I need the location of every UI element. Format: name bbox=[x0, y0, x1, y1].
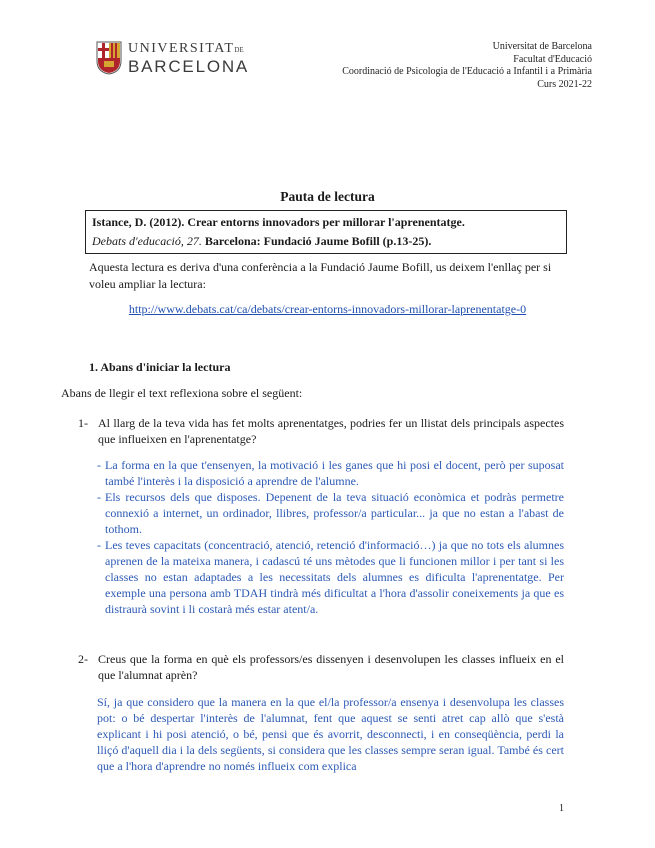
reference-journal: Debats d'educació, 27. bbox=[92, 234, 202, 248]
university-logo bbox=[96, 40, 249, 76]
reference-line-2 bbox=[92, 232, 560, 251]
question-1 bbox=[78, 415, 564, 447]
reference-link-row bbox=[0, 302, 655, 317]
page-number: 1 bbox=[559, 803, 564, 814]
reference-link[interactable]: http://www.debats.cat/ca/debats/crear-entorns-innovadors-millorar-laprenentatge-0 bbox=[128, 302, 527, 316]
section-title: 1. Abans d'iniciar la lectura bbox=[89, 360, 231, 374]
crest-icon bbox=[96, 41, 122, 75]
reference-publisher: Barcelona: Fundació Jaume Bofill (p.13-25). bbox=[204, 234, 432, 248]
question-2 bbox=[78, 651, 564, 683]
answer-item: - Les teves capacitats (concentració, atenció, retenció d'informació…) ja que no tots els alumnes aprenen de la mateixa manera, i cadascú té uns mètodes que li funcionen millor i per tant si les classes no estan adaptades a les necessitats dels alumnes es dificulta l'aprenentatge. Per exemple una persona amb TDAH tindrà més dificultat a l'hora d'assolir coneixements ja que es distraurà sovint i li costarà més estar atent/a. bbox=[97, 538, 564, 616]
lead-text: Abans de llegir el text reflexiona sobre el següent: bbox=[61, 386, 303, 400]
header-info bbox=[342, 41, 592, 91]
logo-university-text: UNIVERSITATDE bbox=[128, 40, 244, 56]
header-line: Facultat d'Educació bbox=[513, 53, 592, 65]
header-line: Coordinació de Psicologia de l'Educació a Infantil i a Primària bbox=[342, 66, 592, 78]
document-title: Pauta de lectura bbox=[280, 189, 375, 204]
logo-barcelona-text: BARCELONA bbox=[128, 56, 250, 76]
answer-2: Sí, ja que considero que la manera en la que el/la professor/a ensenya i desenvolupa les classes pot: o bé despertar l'interès de l'alumnat, fent que aquest se senti atret cap allò que s'està explicant i hi posi atenció, o bé, pensi que és avorrit, desconnecti, i en conseqüència, perdi la lliçó d'aquell dia i la dels següents, si considera que les classes sempre seran igual. També és cert que a l'hora d'aprendre no només influeix com explica bbox=[97, 695, 564, 773]
reference-box bbox=[85, 210, 567, 254]
answer-item: - Els recursos dels que disposes. Depenent de la teva situació econòmica et podràs permetre connexió a internet, un ordinador, llibres, professor/a particular... ja que no estan a l'abast de tothom. bbox=[97, 490, 564, 536]
question-text: Al llarg de la teva vida has fet molts aprenentatges, podries fer un llistat dels principals aspectes que influeixen en l'aprenentatge? bbox=[98, 416, 564, 446]
question-text: Creus que la forma en què els professors/es dissenyen i desenvolupen les classes influeix en el que l'alumnat aprèn? bbox=[98, 652, 564, 682]
answer-item: - La forma en la que t'ensenyen, la motivació i les ganes que hi posi el docent, però per suposat també l'interès i la disposició a aprendre de l'alumne. bbox=[97, 458, 564, 488]
answer-1 bbox=[97, 457, 564, 617]
intro-text: Aquesta lectura es deriva d'una conferència a la Fundació Jaume Bofill, us deixem l'enllaç per si voleu ampliar la lectura: bbox=[89, 260, 552, 291]
question-number: 2- bbox=[78, 652, 88, 666]
header-line: Curs 2021-22 bbox=[537, 78, 592, 90]
reference-line-1: Istance, D. (2012). Crear entorns innovadors per millorar l'aprenentatge. bbox=[92, 215, 465, 229]
header-line: Universitat de Barcelona bbox=[492, 41, 592, 52]
question-number: 1- bbox=[78, 416, 88, 430]
